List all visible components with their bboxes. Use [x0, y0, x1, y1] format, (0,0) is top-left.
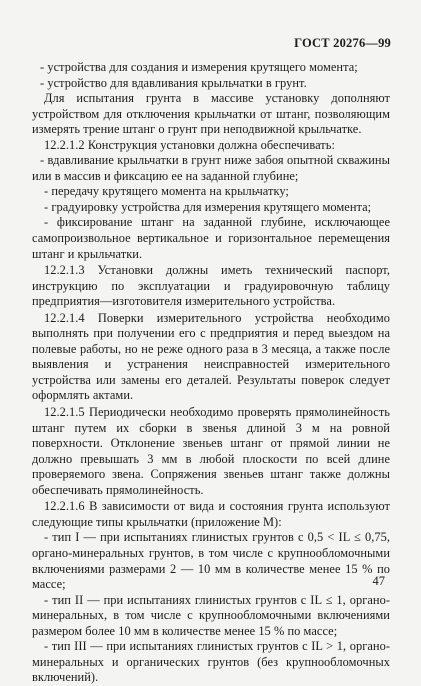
document-code: ГОСТ 20276—99 — [294, 36, 391, 50]
paragraph: - вдавливание крыльчатки в грунт ниже забоя опытной скважины или в массив и фиксацию ее на заданной глубине; — [32, 153, 390, 183]
body-text — [32, 60, 390, 686]
paragraph: 12.2.1.3 Установки должны иметь технический паспорт, инструкцию по эксплуатации и градуировочную таблицу предприятия—изготовителя измерительного устройства. — [32, 263, 390, 309]
paragraph: Для испытания грунта в массиве установку дополняют устройством для отключения крыльчатки от штанг, позволяющим измерять трение штанг о грунт при неподвижной крыльчатке. — [32, 91, 390, 137]
paragraph: 12.2.1.6 В зависимости от вида и состояния грунта используют следующие типы крыльчатки (приложение М): — [32, 499, 390, 529]
paragraph: 12.2.1.2 Конструкция установки должна обеспечивать: — [44, 137, 335, 152]
paragraph: - тип II — при испытаниях глинистых грунтов с IL ≤ 1, органо-минеральных, в том числе с крупнообломочными включениями размером более 10 мм в количестве менее 15 % по массе; — [32, 592, 390, 638]
paragraph: - тип I — при испытаниях глинистых грунтов с 0,5 < IL ≤ 0,75, органо-минеральных грунтов, в том числе с крупнообломочными включениями размерами 2 — 10 мм в количестве менее 15 % по массе; — [32, 530, 390, 592]
paragraph: - устройство для вдавливания крыльчатки в грунт. — [40, 75, 307, 90]
page-number: 47 — [372, 574, 385, 588]
paragraph: 12.2.1.4 Поверки измерительного устройства необходимо выполнять при получении его с предприятия и перед выездом на полевые работы, но не реже одного раза в 3 месяца, а также после выявления и устранения неисправностей измерительного устройства или замены его деталей. Результаты поверок следует оформлять актами. — [32, 310, 390, 403]
paragraph: - фиксирование штанг на заданной глубине, исключающее самопроизвольное вертикальное и горизонтальное перемещения штанг и крыльчатки. — [32, 215, 390, 261]
paragraph: - устройства для создания и измерения крутящего момента; — [40, 60, 358, 74]
paragraph: 12.2.1.5 Периодически необходимо проверять прямолинейность штанг путем их сборки в звенья длиной 3 м на ровной поверхности. Отклонение звеньев штанг от прямой линии не должно превышать 3 мм в любой плоскости по всей длине проверяемого звена. Сопряжения звеньев штанг также должны обеспечивать прямолинейность. — [32, 405, 390, 497]
paragraph: - передачу крутящего момента на крыльчатку; — [44, 184, 289, 199]
paragraph: - тип III — при испытаниях глинистых грунтов с IL > 1, органо-минеральных и органических грунтов (без крупнообломочных включений). — [32, 639, 390, 685]
paragraph: - градуировку устройства для измерения крутящего момента; — [44, 199, 372, 214]
